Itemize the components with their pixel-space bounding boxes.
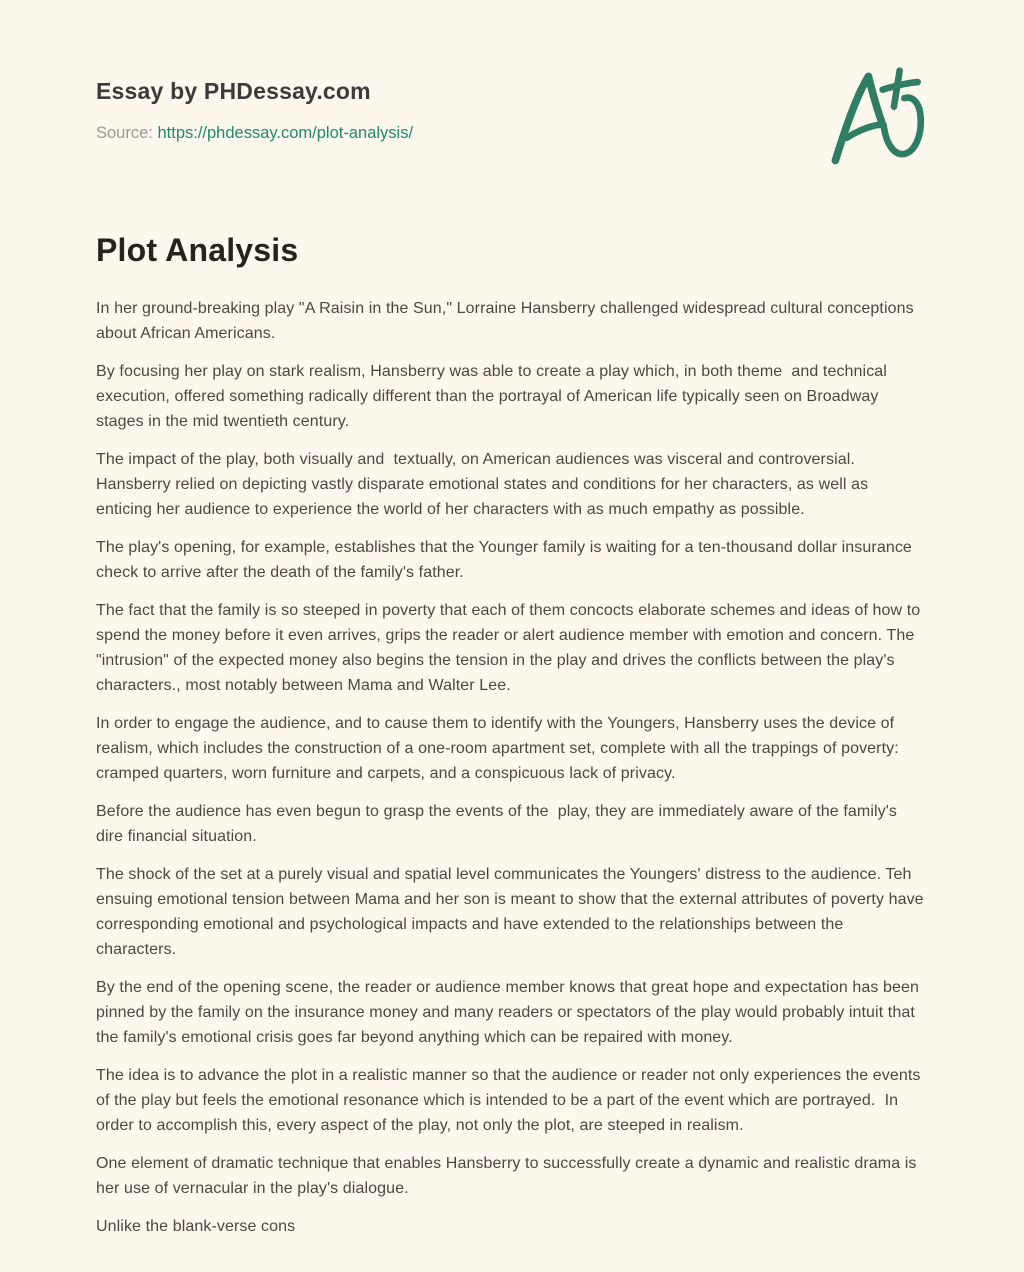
- source-label: Source:: [96, 124, 153, 142]
- essay-body: [96, 296, 928, 1239]
- header-text-block: [96, 64, 413, 143]
- source-line: [96, 124, 413, 143]
- essay-title: Plot Analysis: [96, 232, 299, 268]
- essay-paragraph: One element of dramatic technique that enables Hansberry to successfully create a dynamic and realistic drama is her use of vernacular in the play's dialogue.: [96, 1155, 922, 1197]
- essay-paragraph: By focusing her play on stark realism, Hansberry was able to create a play which, in both theme and technical execution, offered something radically different than the portrayal of American life typically seen on Broadway stages in the mid twentieth century.: [96, 363, 892, 430]
- essay-paragraph: The play's opening, for example, establishes that the Younger family is waiting for a ten-thousand dollar insurance check to arrive after the death of the family's father.: [96, 539, 917, 581]
- essay-paragraph: The impact of the play, both visually and textually, on American audiences was visceral and controversial. Hansberry relied on depicting vastly disparate emotional states and conditions for her characters, as well as enticing her audience to experience the world of her characters with as much empathy as possible.: [96, 451, 873, 518]
- source-url-link[interactable]: https://phdessay.com/plot-analysis/: [157, 124, 414, 142]
- essay-paragraph: The shock of the set at a purely visual and spatial level communicates the Youngers' distress to the audience. Teh ensuing emotional tension between Mama and her son is meant to show that the external attributes of poverty have corresponding emotional and psychological impacts and have extended to the relationships between the characters.: [96, 866, 929, 958]
- essay-paragraph: Before the audience has even begun to grasp the events of the play, they are immediately aware of the family's dire financial situation.: [96, 803, 902, 845]
- essay-paragraph: Unlike the blank-verse cons: [96, 1218, 296, 1235]
- essay-paragraph: The fact that the family is so steeped in poverty that each of them concocts elaborate schemes and ideas of how to spend the money before it even arrives, grips the reader or alert audience member with emotion and concern. The "intrusion" of the expected money also begins the tension in the play and drives the conflicts between the play's characters., most notably between Mama and Walter Lee.: [96, 602, 925, 694]
- essay-paragraph: In order to engage the audience, and to cause them to identify with the Youngers, Hansberry uses the device of realism, which includes the construction of a one-room apartment set, complete with all the trappings of poverty: cramped quarters, worn furniture and carpets, and a conspicuous lack of privacy.: [96, 715, 904, 782]
- phdessay-logo: [824, 66, 928, 170]
- a-plus-logo-icon: [824, 66, 928, 170]
- page-header: [96, 64, 928, 170]
- essay-paragraph: By the end of the opening scene, the reader or audience member knows that great hope and expectation has been pinned by the family on the insurance money and many readers or spectators of the play would probably intuit that the family's emotional crisis goes far beyond anything which can be repaired with money.: [96, 979, 924, 1046]
- essay-byline: Essay by PHDessay.com: [96, 78, 371, 104]
- essay-paragraph: In her ground-breaking play "A Raisin in the Sun," Lorraine Hansberry challenged widespread cultural conceptions about African Americans.: [96, 300, 919, 342]
- essay-paragraph: The idea is to advance the plot in a realistic manner so that the audience or reader not only experiences the events of the play but feels the emotional resonance which is intended to be a part of the event which are portrayed. In order to accomplish this, every aspect of the play, not only the plot, are steeped in realism.: [96, 1067, 926, 1134]
